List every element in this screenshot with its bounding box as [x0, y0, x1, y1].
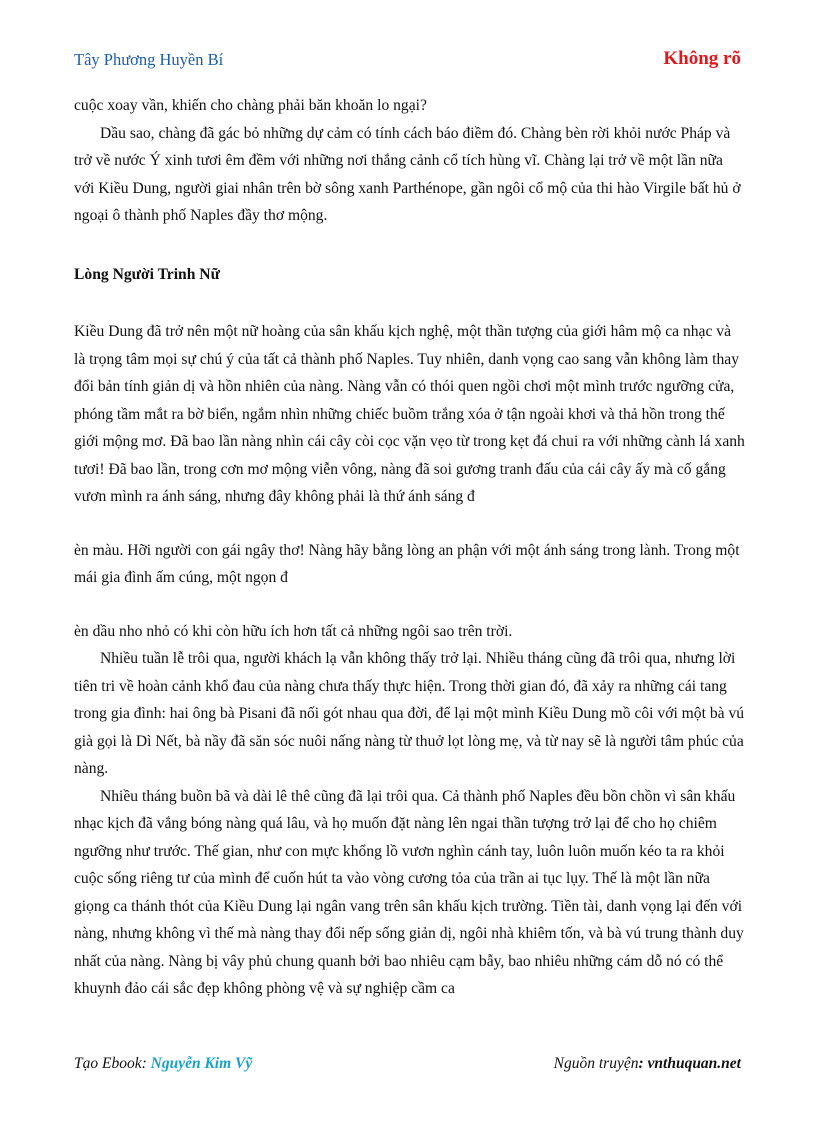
source-separator: : [638, 1055, 648, 1072]
paragraph: èn màu. Hỡi người con gái ngây thơ! Nàng hãy bằng lòng an phận với một ánh sáng trong lành. Trong một mái gia đình ấm cúng, một ngọn đ [74, 541, 740, 586]
paragraph: èn dầu nho nhỏ có khi còn hữu ích hơn tất cả những ngôi sao trên trời. [74, 622, 513, 640]
ebook-label: Tạo Ebook [74, 1055, 142, 1072]
ebook-credit [74, 1055, 252, 1073]
paragraph: Dầu sao, chàng đã gác bỏ những dự cảm có tính cách báo điềm đó. Chàng bèn rời khỏi nước Pháp và trở về nước Ý xinh tươi êm đềm với những nơi thắng cảnh cổ tích hùng vĩ. Chàng lại trở về một lần nữa với Kiều Dung, người giai nhân trên bờ sông xanh Parthénope, gần ngôi cổ mộ của thi hào Virgile bất hủ ở ngoại ô thành phố Naples đầy thơ mộng. [74, 124, 741, 224]
paragraph: Kiều Dung đã trở nên một nữ hoàng của sân khấu kịch nghệ, một thần tượng của giới hâm mộ ca nhạc và là trọng tâm mọi sự chú ý của tất cả thành phố Naples. Tuy nhiên, danh vọng cao sang vẫn không làm thay đổi bản tính giản dị và hồn nhiên của nàng. Nàng vẫn có thói quen ngồi chơi một mình trước ngưỡng cửa, phóng tầm mắt ra bờ biển, ngắm nhìn những chiếc buồm trắng xóa ở tận ngoài khơi và thả hồn trong thế giới mộng mơ. Đã bao lần nàng nhìn cái cây còi cọc vặn vẹo từ trong kẹt đá chui ra với những cành lá xanh tươi! Đã bao lần, trong cơn mơ mộng viễn vông, nàng đã soi gương tranh đấu của cái cây ấy mà cố gắng vươn mình ra ánh sáng, nhưng đây không phải là thứ ánh sáng đ [74, 323, 745, 505]
paragraph: Nhiều tháng buồn bã và dài lê thê cũng đã lại trôi qua. Cả thành phố Naples đều bồn chồn vì sân khấu nhạc kịch đã vắng bóng nàng quá lâu, và họ muốn đặt nàng lên ngai thần tượng trở lại để cho họ chiêm ngưỡng như trước. Thế gian, như con mực khổng lồ vươn nghìn cánh tay, luôn luôn muốn kéo ta ra khỏi cuộc sống riêng tư của mình để cuốn hút ta vào vòng cương tỏa của trần ai tục lụy. Thế là một lần nữa giọng ca thánh thót của Kiều Dung lại ngân vang trên sân khấu kịch trường. Tiền tài, danh vọng lại đến với nàng, nhưng không vì thế mà nàng thay đổi nếp sống giản dị, ngôi nhà khiêm tốn, và bà vú trung thành duy nhất của nàng. Nàng bị vây phủ chung quanh bởi bao nhiêu cạm bẫy, bao nhiêu những cám dỗ nó có thể khuynh đảo cái sắc đẹp không phòng vệ và sự nghiệp cầm ca [74, 787, 744, 997]
section-title: Lòng Người Trinh Nữ [74, 265, 220, 283]
ebook-separator: : [141, 1055, 151, 1072]
page-content [74, 92, 746, 1003]
source-credit [554, 1055, 741, 1073]
paragraph: cuộc xoay vần, khiến cho chàng phải băn khoăn lo ngại? [74, 97, 427, 114]
book-title: Tây Phương Huyền Bí [74, 50, 224, 69]
source-site: vnthuquan.net [647, 1055, 741, 1072]
ebook-author: Nguyễn Kim Vỹ [150, 1055, 253, 1072]
paragraph: Nhiều tuần lễ trôi qua, người khách lạ vẫn không thấy trở lại. Nhiều tháng cũng đã trôi qua, nhưng lời tiên tri về hoàn cảnh khổ đau của nàng chưa thấy thực hiện. Trong thời gian đó, đã xảy ra những cái tang trong gia đình: hai ông bà Pisani đã nối gót nhau qua đời, để lại một mình Kiều Dung mồ côi với một bà vú già gọi là Dì Nết, bà nầy đã săn sóc nuôi nấng nàng từ thuở lọt lòng mẹ, và từ nay sẽ là người tâm phúc của nàng. [74, 650, 745, 777]
source-label: Nguồn truyện [553, 1055, 639, 1072]
author-label: Không rõ [663, 48, 741, 69]
